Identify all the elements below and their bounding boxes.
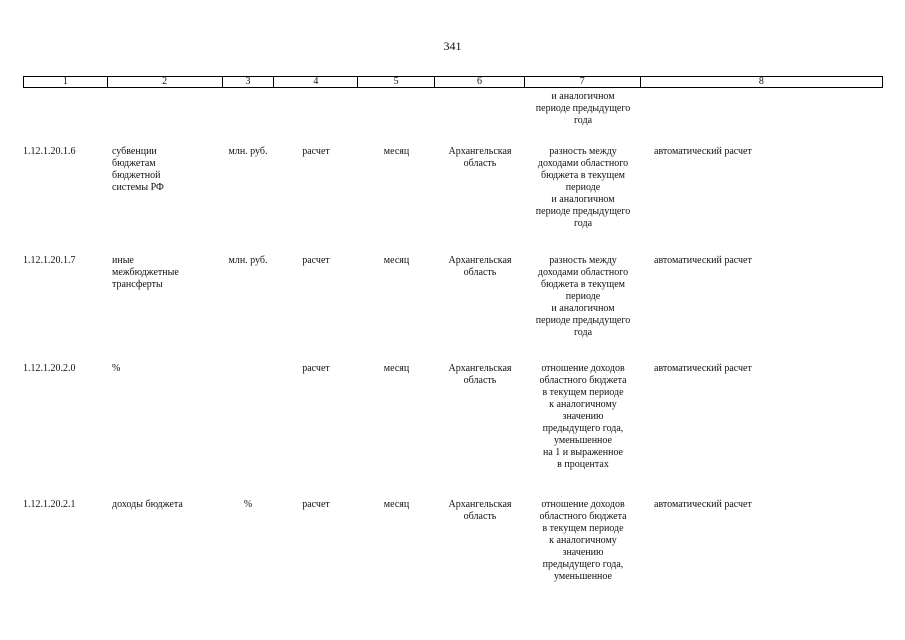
description-line: значению bbox=[562, 547, 604, 558]
description-line: отношение доходов bbox=[541, 499, 625, 510]
row-region bbox=[435, 146, 525, 170]
row-period: месяц bbox=[383, 255, 410, 266]
name-line: трансферты bbox=[112, 279, 163, 290]
description-line: уменьшенное bbox=[554, 435, 612, 446]
row-unit: млн. руб. bbox=[228, 146, 268, 157]
row-description bbox=[525, 363, 641, 471]
page-number: 341 bbox=[443, 39, 462, 53]
row-source: автоматический расчет bbox=[654, 363, 752, 374]
row-name bbox=[112, 363, 222, 375]
row-code: 1.12.1.20.2.1 bbox=[23, 499, 76, 510]
description-line: и аналогичном bbox=[551, 194, 615, 205]
description-line: в текущем периоде bbox=[542, 523, 624, 534]
continuation-line: года bbox=[573, 115, 593, 126]
name-line: бюджетам bbox=[112, 158, 156, 169]
description-line: года bbox=[573, 218, 593, 229]
description-line: к аналогичному bbox=[549, 535, 617, 546]
row-unit: % bbox=[243, 499, 253, 510]
region-line: Архангельская bbox=[448, 255, 512, 266]
name-line: % bbox=[112, 363, 121, 374]
row-period: месяц bbox=[383, 146, 410, 157]
description-line: разность между bbox=[549, 255, 617, 266]
row-region bbox=[435, 499, 525, 523]
row-method: расчет bbox=[302, 363, 330, 374]
row-region bbox=[435, 363, 525, 387]
row-method: расчет bbox=[302, 499, 330, 510]
description-line: областного бюджета bbox=[539, 375, 627, 386]
row-name bbox=[112, 146, 222, 194]
name-line: иные bbox=[112, 255, 134, 266]
row-description bbox=[525, 255, 641, 339]
row-period: месяц bbox=[383, 499, 410, 510]
continuation-description bbox=[525, 91, 641, 127]
row-source: автоматический расчет bbox=[654, 255, 752, 266]
row-code: 1.12.1.20.1.7 bbox=[23, 255, 76, 266]
description-line: областного бюджета bbox=[539, 511, 627, 522]
description-line: предыдущего года, bbox=[542, 559, 624, 570]
description-line: в текущем периоде bbox=[542, 387, 624, 398]
description-line: доходами областного bbox=[537, 158, 629, 169]
description-line: и аналогичном bbox=[551, 303, 615, 314]
name-line: бюджетной bbox=[112, 170, 161, 181]
row-code: 1.12.1.20.2.0 bbox=[23, 363, 76, 374]
continuation-line: периоде предыдущего bbox=[535, 103, 631, 114]
description-line: разность между bbox=[549, 146, 617, 157]
table-header bbox=[23, 76, 883, 88]
region-line: область bbox=[463, 267, 497, 278]
row-code: 1.12.1.20.1.6 bbox=[23, 146, 76, 157]
description-line: периоде bbox=[565, 291, 601, 302]
row-name bbox=[112, 255, 222, 291]
header-col-4: 4 bbox=[274, 77, 358, 87]
name-line: доходы бюджета bbox=[112, 499, 183, 510]
header-col-6: 6 bbox=[435, 77, 525, 87]
header-col-8: 8 bbox=[758, 76, 764, 87]
description-line: уменьшенное bbox=[554, 571, 612, 582]
row-region bbox=[435, 255, 525, 279]
name-line: субвенции bbox=[112, 146, 157, 157]
region-line: Архангельская bbox=[448, 146, 512, 157]
region-line: область bbox=[463, 375, 497, 386]
description-line: в процентах bbox=[557, 459, 609, 470]
name-line: межбюджетные bbox=[112, 267, 179, 278]
description-line: периоде предыдущего bbox=[535, 315, 631, 326]
description-line: бюджета в текущем bbox=[541, 279, 625, 290]
name-line: системы РФ bbox=[112, 182, 164, 193]
row-name bbox=[112, 499, 222, 511]
description-line: года bbox=[573, 327, 593, 338]
description-line: к аналогичному bbox=[549, 399, 617, 410]
row-unit: млн. руб. bbox=[228, 255, 268, 266]
region-line: Архангельская bbox=[448, 363, 512, 374]
description-line: на 1 и выраженное bbox=[543, 447, 623, 458]
row-source: автоматический расчет bbox=[654, 146, 752, 157]
header-col-3: 3 bbox=[223, 77, 275, 87]
header-col-7: 7 bbox=[525, 77, 641, 87]
header-col-1: 1 bbox=[24, 77, 108, 87]
continuation-line: и аналогичном bbox=[551, 91, 615, 102]
description-line: значению bbox=[562, 411, 604, 422]
description-line: предыдущего года, bbox=[542, 423, 624, 434]
description-line: доходами областного bbox=[537, 267, 629, 278]
region-line: Архангельская bbox=[448, 499, 512, 510]
row-description bbox=[525, 146, 641, 230]
header-col-5: 5 bbox=[358, 77, 435, 87]
description-line: отношение доходов bbox=[541, 363, 625, 374]
region-line: область bbox=[463, 158, 497, 169]
region-line: область bbox=[463, 511, 497, 522]
header-col-2: 2 bbox=[108, 77, 223, 87]
row-description bbox=[525, 499, 641, 583]
row-period: месяц bbox=[383, 363, 410, 374]
description-line: периоде bbox=[565, 182, 601, 193]
row-method: расчет bbox=[302, 146, 330, 157]
row-method: расчет bbox=[302, 255, 330, 266]
row-source: автоматический расчет bbox=[654, 499, 752, 510]
description-line: бюджета в текущем bbox=[541, 170, 625, 181]
description-line: периоде предыдущего bbox=[535, 206, 631, 217]
